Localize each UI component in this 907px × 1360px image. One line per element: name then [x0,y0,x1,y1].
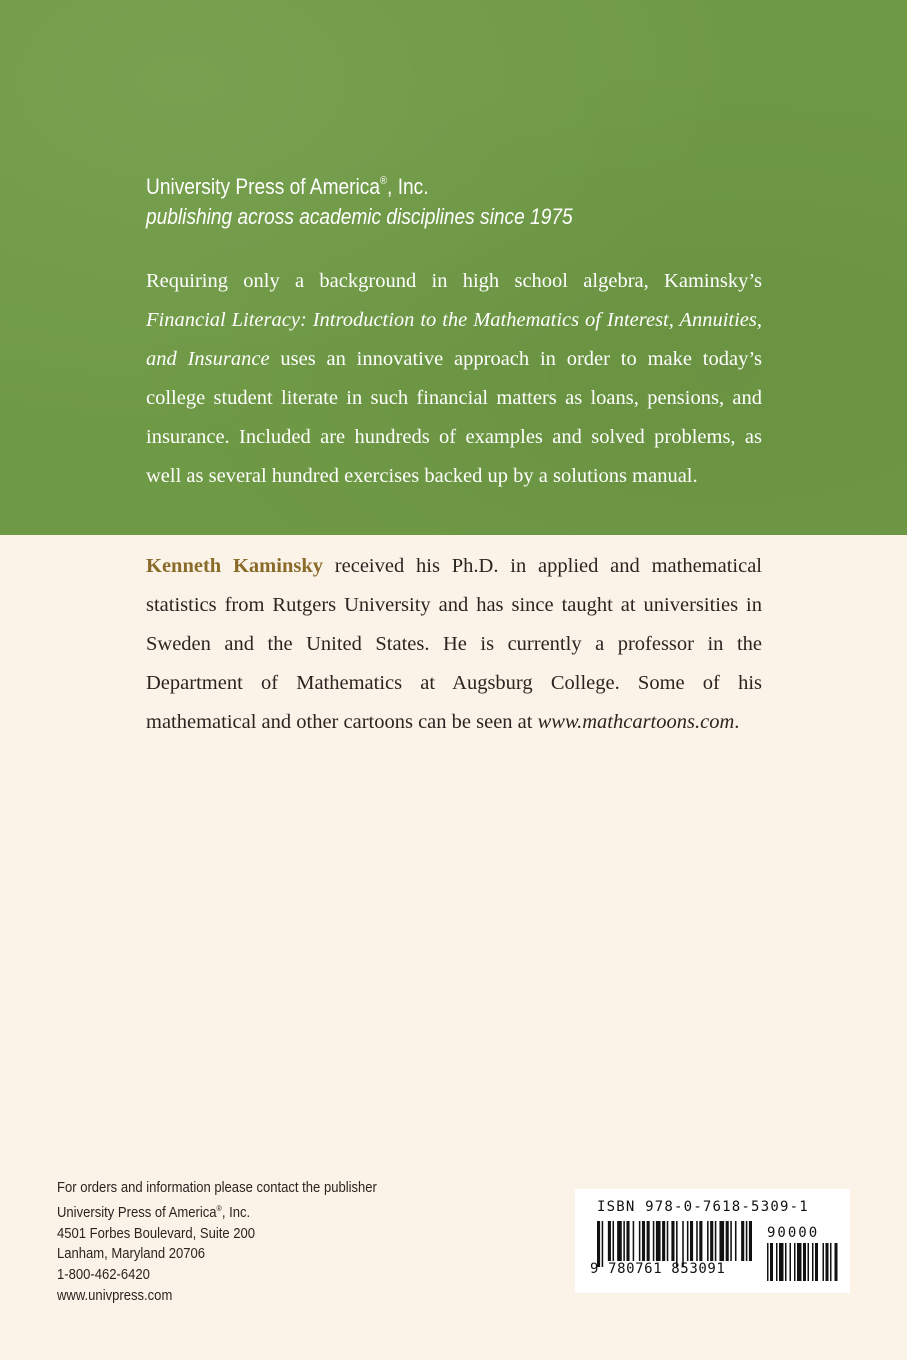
addon-bar [808,1243,810,1281]
addon-bar [803,1243,806,1281]
barcode-bar [707,1221,709,1261]
contact-publisher-line [57,1199,435,1224]
blurb-body: uses an innovative approach in order to make today’s college student literate in such financial matters as loans, pensions, and insurance. Included are hundreds of examples and solved problems, as well as several hundred exercises backed up by a solutions manual. [146,348,762,487]
addon-bar [835,1243,838,1281]
author-name: Kenneth Kaminsky [146,555,323,577]
bio-end: . [734,711,740,733]
barcode-bar [656,1221,661,1261]
addon-bar [826,1243,829,1281]
barcode-bar [613,1221,615,1261]
isbn-label: ISBN 978-0-7618-5309-1 [597,1199,809,1215]
addon-bar [770,1243,773,1281]
addon-bar [794,1243,796,1281]
barcode-bar [741,1221,744,1261]
barcode-bar [735,1221,737,1261]
barcode-bar [642,1221,645,1261]
bio-text: received his Ph.D. in applied and mathematical statistics from Rutgers University and has since taught at universities in Sweden and the United States. He is currently a professor in the Department of Mathematics at Augsburg College. Some of his mathematical and other cartoons can be seen at [146,555,762,733]
book-title: Financial Literacy: Introduction to the Mathematics of Interest, Annuities, and Insurance [146,309,762,370]
barcode-bar [608,1221,611,1261]
barcode-bar [639,1221,641,1261]
barcode-bar [710,1221,713,1261]
barcode-bar [746,1221,748,1261]
addon-bar [823,1243,825,1281]
addon-bar [790,1243,792,1281]
barcode-bar [653,1221,655,1261]
contact-phone: 1-800-462-6420 [57,1267,150,1284]
barcode-bar [719,1221,724,1261]
isbn-barcode [575,1189,850,1293]
contact-address-street: 4501 Forbes Boulevard, Suite 200 [57,1225,256,1242]
contact-intro: For orders and information please contact the publisher [57,1180,377,1196]
contact-registered-mark: ® [216,1203,222,1213]
addon-bar [767,1243,769,1281]
barcode-bar [633,1221,635,1261]
publisher-block [146,166,738,232]
book-description [146,262,762,496]
addon-bar [797,1243,802,1281]
barcode-bar [671,1221,674,1261]
barcode-bar [690,1221,693,1261]
barcode-bar [749,1221,752,1261]
addon-digits: 90000 [767,1225,820,1241]
barcode-bar [662,1221,665,1261]
publisher-suffix: , Inc. [387,174,429,199]
barcode-graphic [575,1189,850,1293]
barcode-bar [647,1221,650,1261]
barcode-bar [696,1221,698,1261]
barcode-bar [726,1221,729,1261]
barcode-bar [667,1221,669,1261]
contact-address-city: Lanham, Maryland 20706 [57,1246,206,1263]
publisher-contact [57,1178,435,1307]
addon-bar [812,1243,814,1281]
barcode-bar [623,1221,625,1261]
barcode-bar [626,1221,629,1261]
barcode-bar [687,1221,689,1261]
publisher-name: University Press of America [146,174,381,199]
contact-publisher-name: University Press of America [57,1204,217,1221]
barcode-bar [617,1221,622,1261]
addon-bar [830,1243,832,1281]
publisher-name-line [146,166,738,202]
addon-bar [776,1243,778,1281]
contact-publisher-suffix: , Inc. [221,1204,251,1221]
barcode-bar [699,1221,702,1261]
barcode-bar [730,1221,732,1261]
ean-digits: 9 780761 853091 [590,1261,726,1277]
addon-bar [785,1243,787,1281]
addon-bar [815,1243,818,1281]
registered-mark: ® [380,175,388,187]
blurb-intro: Requiring only a background in high school algebra, Kaminsky’s [146,270,762,292]
author-website: www.mathcartoons.com [537,711,735,733]
publisher-tagline: publishing across academic disciplines since 1975 [146,204,573,229]
barcode-bar [715,1221,717,1261]
contact-website: www.univpress.com [57,1287,173,1304]
author-bio [146,547,762,742]
addon-bar [779,1243,784,1281]
